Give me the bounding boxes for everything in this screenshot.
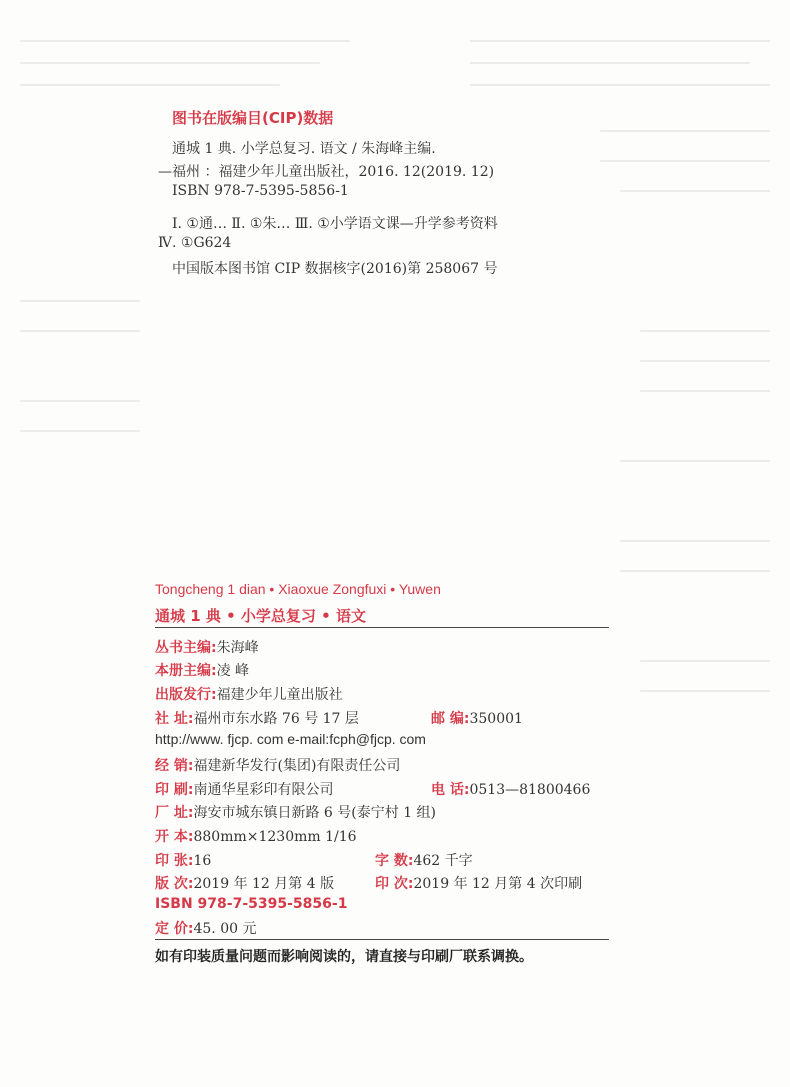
row-format [155, 826, 357, 846]
sheets: 16 [193, 853, 212, 869]
address-label: 社 址: [155, 711, 194, 727]
words-label: 字 数: [375, 853, 414, 869]
publisher: 福建少年儿童出版社 [216, 687, 343, 703]
row-volume-editor [155, 660, 249, 680]
isbn: ISBN 978-7-5395-5856-1 [155, 896, 348, 912]
factory: 海安市城东镇日新路 6 号(泰宁村 1 组) [193, 805, 437, 821]
row-edition [155, 873, 609, 893]
web-email: http://www. fjcp. com e-mail:fcph@fjcp. com [155, 731, 426, 747]
impression-label: 印 次: [375, 876, 414, 892]
price: 45. 00 元 [193, 921, 257, 937]
cip-line-isbn: ISBN 978-7-5395-5856-1 [172, 183, 349, 199]
row-distributor [155, 755, 400, 775]
cip-line-publisher: —福州 ：福建少年儿童出版社，2016. 12(2019. 12) [158, 164, 495, 180]
row-web [155, 731, 426, 748]
divider-top [155, 627, 609, 628]
series-editor: 朱海峰 [216, 640, 259, 656]
price-label: 定 价: [155, 921, 194, 937]
row-isbn [155, 896, 347, 912]
series-pinyin: Tongcheng 1 dian • Xiaoxue Zongfuxi • Yuwen [155, 581, 441, 597]
cip-line-subjects: Ⅰ. ①通… Ⅱ. ①朱… Ⅲ. ①小学语文课—升学参考资料 [172, 216, 498, 232]
cip-line-title: 通城 1 典. 小学总复习. 语文 / 朱海峰主编. [172, 141, 436, 157]
cip-line-classification: Ⅳ. ①G624 [158, 235, 232, 251]
row-address [155, 708, 609, 728]
phone: 0513—81800466 [469, 782, 591, 798]
row-price [155, 918, 256, 938]
volume-editor: 凌 峰 [216, 663, 250, 679]
factory-label: 厂 址: [155, 805, 194, 821]
printer-label: 印 刷: [155, 782, 194, 798]
edition-label: 版 次: [155, 876, 194, 892]
phone-label: 电 话: [431, 782, 470, 798]
printer: 南通华星彩印有限公司 [193, 782, 334, 798]
address: 福州市东水路 76 号 17 层 [193, 711, 359, 727]
format: 880mm×1230mm 1/16 [193, 829, 357, 845]
distributor: 福建新华发行(集团)有限责任公司 [193, 758, 401, 774]
postcode-label: 邮 编: [431, 711, 470, 727]
sheets-label: 印 张: [155, 853, 194, 869]
row-publisher [155, 684, 343, 704]
row-series-editor [155, 637, 259, 657]
series-editor-label: 丛书主编: [155, 640, 217, 656]
divider-bottom [155, 939, 609, 940]
quality-notice: 如有印装质量问题而影响阅读的，请直接与印刷厂联系调换。 [155, 949, 533, 965]
distributor-label: 经 销: [155, 758, 194, 774]
edition: 2019 年 12 月第 4 版 [193, 876, 335, 892]
impression: 2019 年 12 月第 4 次印刷 [413, 876, 583, 892]
volume-editor-label: 本册主编: [155, 663, 217, 679]
postcode: 350001 [469, 711, 523, 727]
row-printer [155, 779, 609, 799]
cip-line-record-number: 中国版本图书馆 CIP 数据核字(2016)第 258067 号 [172, 261, 498, 277]
words: 462 千字 [413, 853, 473, 869]
format-label: 开 本: [155, 829, 194, 845]
row-factory [155, 802, 436, 822]
cip-title: 图书在版编目(CIP)数据 [172, 109, 334, 127]
series-title: 通城 1 典 • 小学总复习 • 语文 [155, 607, 366, 625]
row-sheets [155, 850, 609, 870]
publisher-label: 出版发行: [155, 687, 217, 703]
